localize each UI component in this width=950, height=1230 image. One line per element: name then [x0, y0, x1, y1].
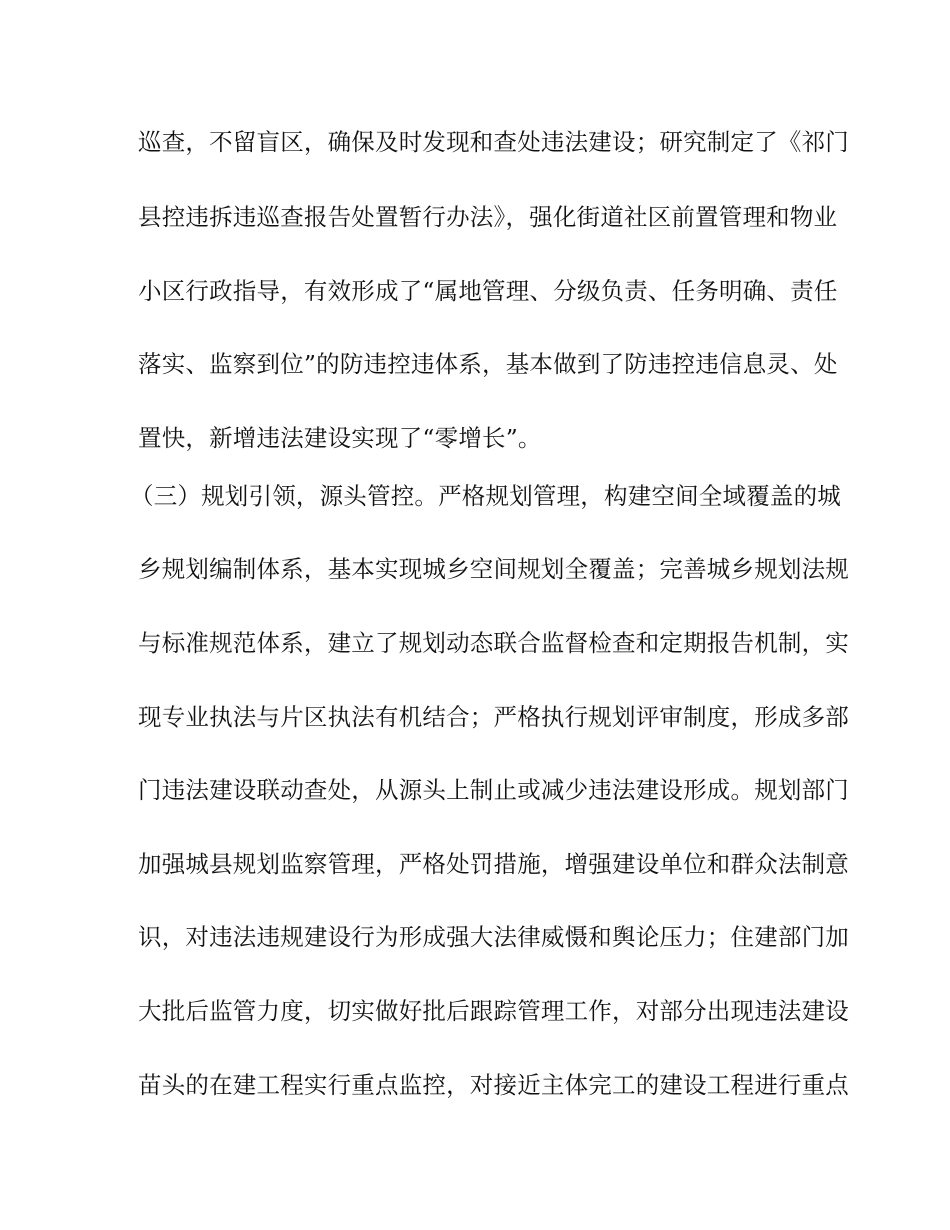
text-line: 现专业执法与片区执法有机结合；严格执行规划评审制度，形成多部	[138, 703, 849, 731]
text-line: 与标准规范体系，建立了规划动态联合监督检查和定期报告机制，实	[138, 629, 849, 657]
section-heading-line: （三）规划引领，源头管控。严格规划管理，构建空间全域覆盖的城	[130, 482, 841, 510]
text-line: 落实、监察到位”的防违控违体系，基本做到了防违控违信息灵、处	[138, 350, 838, 378]
text-line: 小区行政指导，有效形成了“属地管理、分级负责、任务明确、责任	[138, 277, 838, 305]
text-line: 门违法建设联动查处，从源头上制止或减少违法建设形成。规划部门	[138, 776, 849, 804]
text-line: 巡查，不留盲区，确保及时发现和查处违法建设；研究制定了《祁门	[138, 128, 849, 156]
text-line: 乡规划编制体系，基本实现城乡空间规划全覆盖；完善城乡规划法规	[138, 555, 849, 583]
text-line: 加强城县规划监察管理，严格处罚措施，增强建设单位和群众法制意	[138, 850, 849, 878]
text-line: 置快，新增违法建设实现了“零增长”。	[138, 424, 542, 452]
text-line: 大批后监管力度，切实做好批后跟踪管理工作，对部分出现违法建设	[138, 997, 849, 1025]
text-line: 识，对违法违规建设行为形成强大法律威慑和舆论压力；住建部门加	[138, 923, 849, 951]
text-line: 县控违拆违巡查报告处置暂行办法》，强化街道社区前置管理和物业	[138, 203, 838, 231]
text-line: 苗头的在建工程实行重点监控，对接近主体完工的建设工程进行重点	[138, 1071, 849, 1099]
